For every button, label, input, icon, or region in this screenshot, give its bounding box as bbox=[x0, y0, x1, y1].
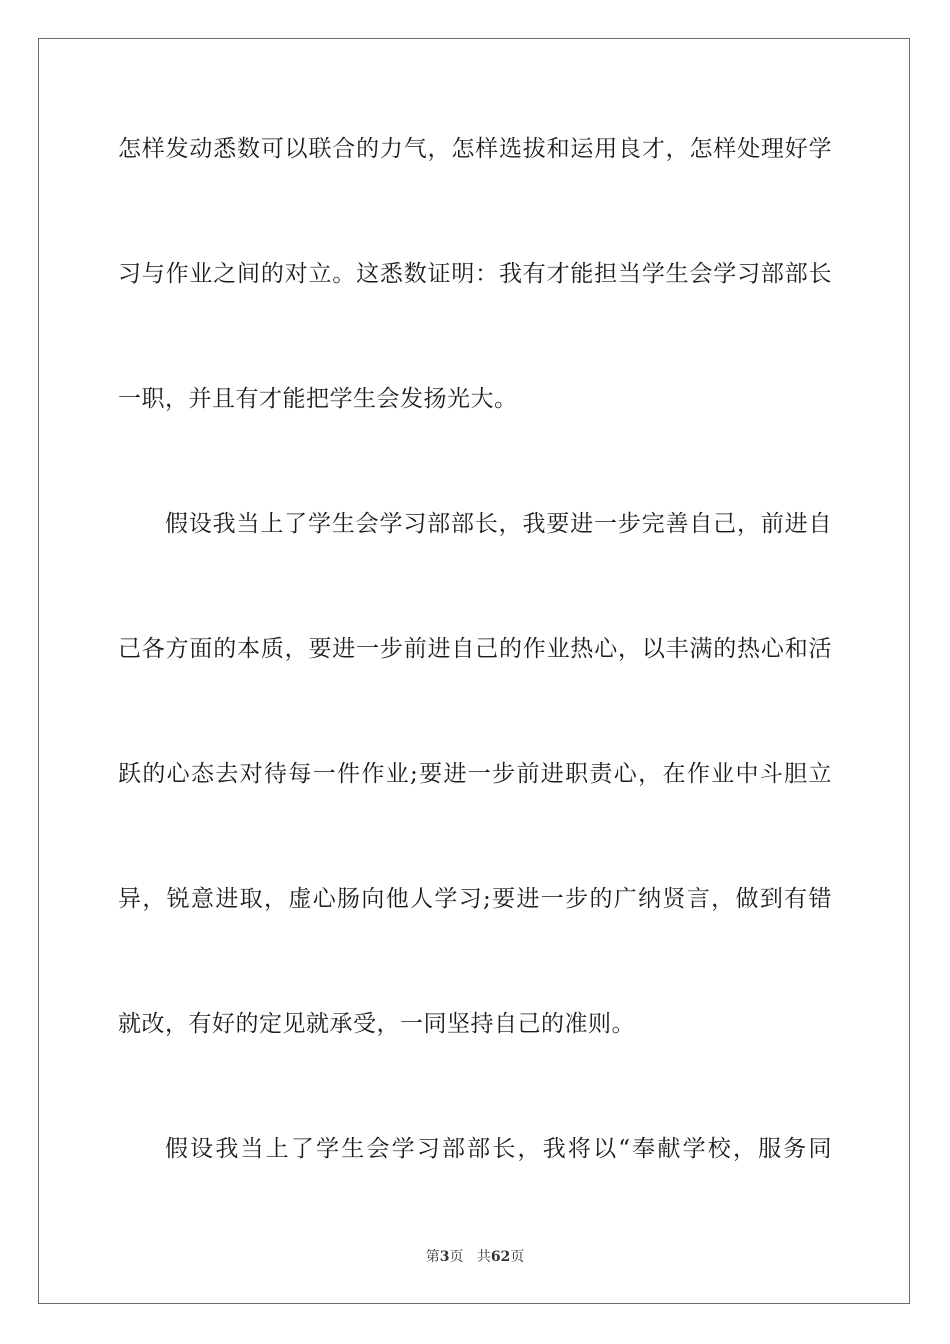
page-prefix: 第 bbox=[425, 1249, 440, 1265]
total-suffix: 页 bbox=[510, 1249, 525, 1265]
page-suffix: 页 bbox=[449, 1249, 464, 1265]
body-line-8: 就改，有好的定见就承受，一同坚持自己的准则。 bbox=[118, 1011, 635, 1037]
body-line-5: 己各方面的本质，要进一步前进自己的作业热心，以丰满的热心和活 bbox=[118, 636, 832, 662]
total-prefix: 共 bbox=[476, 1249, 491, 1265]
body-line-1: 怎样发动悉数可以联合的力气，怎样选拔和运用良才，怎样处理好学 bbox=[118, 136, 832, 162]
body-line-4: 假设我当上了学生会学习部部长，我要进一步完善自己，前进自 bbox=[165, 511, 832, 537]
page-number: 3 bbox=[439, 1249, 450, 1265]
total-pages: 62 bbox=[490, 1249, 511, 1265]
body-line-2: 习与作业之间的对立。这悉数证明：我有才能担当学生会学习部部长 bbox=[118, 261, 832, 287]
body-line-7: 异，锐意进取，虚心肠向他人学习;要进一步的广纳贤言，做到有错 bbox=[118, 886, 832, 912]
body-line-3: 一职，并且有才能把学生会发扬光大。 bbox=[118, 386, 518, 412]
body-line-6: 跃的心态去对待每一件作业;要进一步前进职责心，在作业中斗胆立 bbox=[118, 761, 832, 787]
page-border bbox=[38, 38, 910, 1304]
body-line-9: 假设我当上了学生会学习部部长，我将以“奉献学校，服务同 bbox=[165, 1136, 832, 1162]
page-footer bbox=[0, 1246, 950, 1266]
